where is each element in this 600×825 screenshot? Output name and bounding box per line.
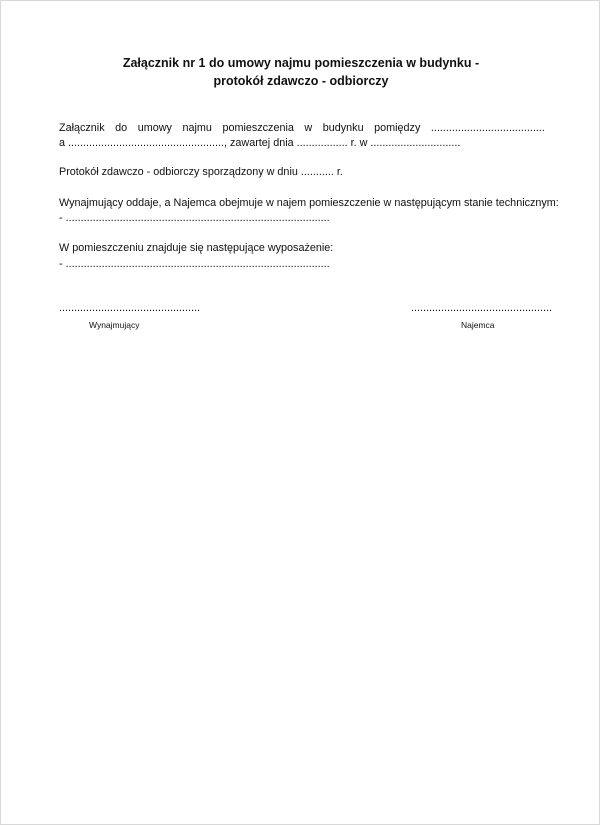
fill-in-dots: ...................................... (430, 122, 545, 134)
paragraph-technical-state: Wynajmujący oddaje, a Najemca obejmuje w najem pomieszczenie w następującym stanie technicznym: (59, 197, 559, 209)
signature-line-tenant: ............................................... (411, 302, 552, 314)
word: pomieszczenia (222, 122, 294, 134)
word: pomiędzy (374, 122, 421, 134)
equipment-fill-line: - ........................................................................................ (59, 258, 330, 270)
word: do (115, 122, 128, 134)
paragraph-parties-line-1 (59, 121, 545, 135)
signature-label-tenant: Najemca (461, 320, 495, 330)
title-line-2: protokół zdawczo - odbiorczy (213, 74, 389, 88)
paragraph-protocol-date: Protokół zdawczo - odbiorczy sporządzony w dniu ........... r. (59, 166, 343, 178)
word: najmu (182, 122, 212, 134)
signature-label-landlord: Wynajmujący (89, 320, 140, 330)
technical-state-fill-line: - ........................................................................................ (59, 212, 330, 224)
paragraph-parties-line-2: a ...................................................., zawartej dnia ................. r. w .............................. (59, 137, 461, 149)
paragraph-equipment: W pomieszczeniu znajduje się następujące wyposażenie: (59, 242, 334, 254)
word: umowy (137, 122, 172, 134)
title-line-1: Załącznik nr 1 do umowy najmu pomieszczenia w budynku - (122, 56, 480, 70)
word: budynku (322, 122, 364, 134)
word: w (304, 122, 313, 134)
word: Załącznik (59, 122, 105, 134)
signature-line-landlord: ............................................... (59, 302, 200, 314)
